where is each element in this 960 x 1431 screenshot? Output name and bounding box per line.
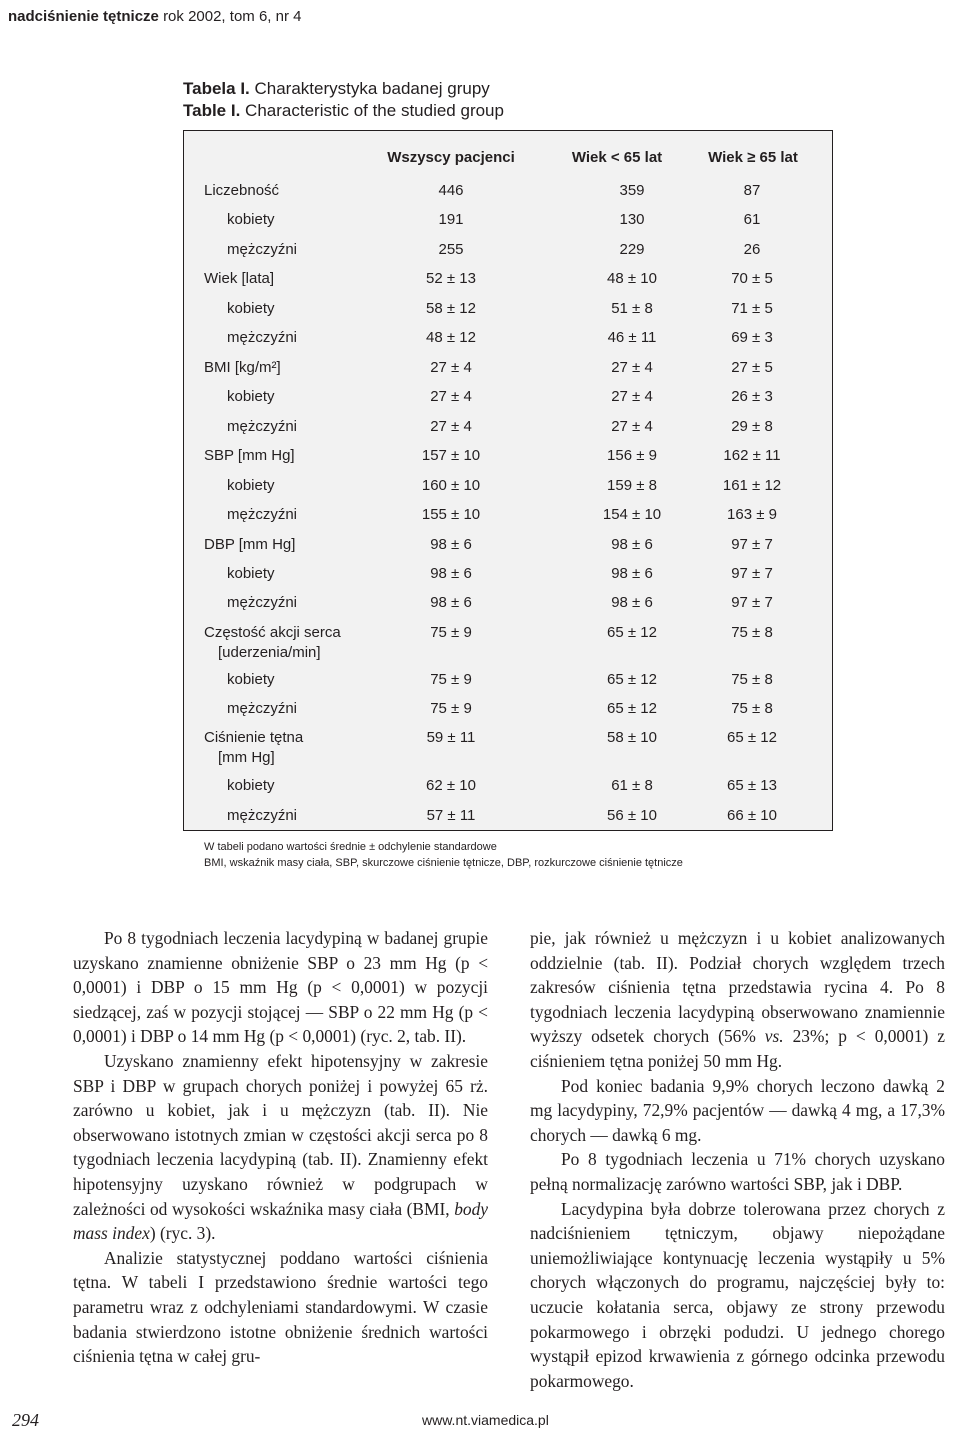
- table-cell: 98 ± 6: [611, 565, 653, 582]
- table-cell: 27 ± 4: [611, 418, 653, 435]
- table-cell: 62 ± 10: [426, 777, 476, 794]
- table-cell: 65 ± 12: [607, 671, 657, 688]
- table-cell: 130: [619, 211, 645, 228]
- table-cell: 65 ± 12: [727, 729, 777, 746]
- caption-english: Table I. Characteristic of the studied group: [183, 101, 504, 120]
- table-cell: 75 ± 8: [731, 700, 773, 717]
- table-cell: 29 ± 8: [731, 418, 773, 435]
- row-label: mężczyźni: [227, 329, 298, 346]
- row-label: kobiety: [227, 388, 275, 405]
- table-cell: 97 ± 7: [731, 536, 773, 553]
- table-cell: 57 ± 11: [426, 807, 476, 824]
- footer-url[interactable]: www.nt.viamedica.pl: [422, 1412, 549, 1428]
- table-cell: 27 ± 5: [731, 359, 773, 376]
- table-cell: 160 ± 10: [421, 477, 481, 494]
- header-65-plus: Wiek ≥ 65 lat: [708, 149, 798, 166]
- journal-issue: rok 2002, tom 6, nr 4: [163, 8, 302, 25]
- table-cell: 98 ± 6: [430, 565, 472, 582]
- row-label: mężczyźni: [227, 807, 298, 824]
- table-cell: 359: [619, 182, 645, 199]
- table-cell: 48 ± 10: [607, 270, 657, 287]
- table-cell: 46 ± 11: [607, 329, 657, 346]
- row-label: Częstość akcji serca [uderzenia/min]: [204, 624, 341, 661]
- paragraph: Lacydypina była dobrze tolerowana przez chorych z nadciśnieniem tętniczym, objawy niepożądane uniemożliwiające kontynuację leczenia wystąpiły u 5% chorych włączonych do programu, najczęściej były to: uczucie kołatania serca, objawy ze strony przewodu pokarmowego i obrzęki podudzi. U jednego chorego wystąpił epizod krwawienia z górnego odcinka przewodu pokarmowego.: [530, 1198, 945, 1391]
- table-cell: 48 ± 12: [426, 329, 476, 346]
- table-cell: 75 ± 9: [430, 624, 472, 641]
- table-cell: 87: [743, 182, 761, 199]
- row-label: kobiety: [227, 671, 275, 688]
- table-cell: 161 ± 12: [722, 477, 782, 494]
- table-cell: 52 ± 13: [426, 270, 476, 287]
- table-cell: 97 ± 7: [731, 565, 773, 582]
- table-cell: 159 ± 8: [607, 477, 657, 494]
- paragraph: Po 8 tygodniach leczenia lacydypiną w badanej grupie uzyskano znamienne obniżenie SBP o 23 mm Hg (p < 0,0001) i DBP o 15 mm Hg (p < 0,0001) w pozycji siedzącej, zaś w pozycji stojącej — SBP o 22 mm Hg (p < 0,0001) i DBP o 14 mm Hg (p < 0,0001) (ryc. 2, tab. II).: [73, 928, 488, 1047]
- table-cell: 27 ± 4: [430, 359, 472, 376]
- table-cell: 162 ± 11: [723, 447, 781, 464]
- table-cell: 75 ± 9: [430, 671, 472, 688]
- table-cell: 56 ± 10: [607, 807, 657, 824]
- paragraph: Po 8 tygodniach leczenia u 71% chorych uzyskano pełną normalizację zarówno wartości SBP, jak i DBP.: [530, 1149, 945, 1194]
- row-label: Wiek [lata]: [204, 270, 275, 287]
- table-cell: 58 ± 12: [426, 300, 476, 317]
- table-cell: 27 ± 4: [611, 388, 653, 405]
- table-cell: 66 ± 10: [727, 807, 777, 824]
- table-cell: 65 ± 12: [607, 624, 657, 641]
- row-label: mężczyźni: [227, 594, 298, 611]
- row-label: Liczebność: [204, 182, 280, 199]
- table-cell: 98 ± 6: [611, 594, 653, 611]
- paragraph: pie, jak również u mężczyzn i u kobiet analizowanych oddzielnie (tab. II). Podział chorych względem trzech zakresów ciśnienia tętna przedstawia rycina 4. Po 8 tygodniach leczenia lacydypiną obserwowano znamiennie wyższy odsetek chorych (56% vs. 23%; p < 0,0001) z ciśnieniem tętna poniżej 50 mm Hg.: [530, 928, 945, 1071]
- table-cell: 229: [619, 241, 645, 258]
- row-label: kobiety: [227, 777, 275, 794]
- row-label: kobiety: [227, 565, 275, 582]
- row-label: mężczyźni: [227, 506, 298, 523]
- table-cell: 75 ± 8: [731, 624, 773, 641]
- table-caption: [183, 78, 504, 122]
- caption-polish: Tabela I. Charakterystyka badanej grupy: [183, 79, 490, 98]
- paragraph: Pod koniec badania 9,9% chorych leczono dawką 2 mg lacydypiny, 72,9% pacjentów — dawką 4 mg, a 17,3% chorych — dawką 6 mg.: [530, 1075, 945, 1145]
- table-cell: 26 ± 3: [731, 388, 773, 405]
- table-footnotes: [204, 839, 683, 871]
- table-cell: 98 ± 6: [430, 536, 472, 553]
- table-cell: 97 ± 7: [731, 594, 773, 611]
- row-label: Ciśnienie tętna [mm Hg]: [204, 729, 304, 766]
- table-cell: 191: [438, 211, 464, 228]
- row-label: kobiety: [227, 300, 275, 317]
- table-cell: 59 ± 11: [426, 729, 476, 746]
- table-cell: 65 ± 12: [607, 700, 657, 717]
- table-cell: 58 ± 10: [607, 729, 657, 746]
- row-label: mężczyźni: [227, 700, 298, 717]
- table-cell: 27 ± 4: [611, 359, 653, 376]
- body-column-right: [530, 926, 945, 1393]
- table-cell: 446: [438, 182, 464, 199]
- table-cell: 154 ± 10: [602, 506, 662, 523]
- table-cell: 155 ± 10: [421, 506, 481, 523]
- row-label: SBP [mm Hg]: [204, 447, 295, 464]
- row-label: mężczyźni: [227, 418, 298, 435]
- row-label: kobiety: [227, 477, 275, 494]
- table-cell: 98 ± 6: [430, 594, 472, 611]
- row-label: kobiety: [227, 211, 275, 228]
- table-cell: 65 ± 13: [727, 777, 777, 794]
- header-all-patients: Wszyscy pacjenci: [387, 149, 515, 166]
- table-cell: 26: [743, 241, 761, 258]
- table-cell: 71 ± 5: [731, 300, 773, 317]
- table-cell: 163 ± 9: [727, 506, 777, 523]
- row-label: DBP [mm Hg]: [204, 536, 296, 553]
- table-cell: 27 ± 4: [430, 418, 472, 435]
- table-cell: 157 ± 10: [421, 447, 481, 464]
- table-cell: 98 ± 6: [611, 536, 653, 553]
- header-under-65: Wiek < 65 lat: [571, 149, 663, 166]
- page-number: 294: [12, 1410, 39, 1430]
- table-cell: 75 ± 9: [430, 700, 472, 717]
- table-cell: 51 ± 8: [611, 300, 653, 317]
- footnote: W tabeli podano wartości średnie ± odchylenie standardowe: [204, 841, 497, 853]
- table-cell: 61 ± 8: [611, 777, 653, 794]
- footnote: BMI, wskaźnik masy ciała, SBP, skurczowe ciśnienie tętnicze, DBP, rozkurczowe ciśnienie tętnicze: [204, 857, 683, 869]
- table-cell: 255: [438, 241, 464, 258]
- running-head: [8, 8, 301, 25]
- table-cell: 75 ± 8: [731, 671, 773, 688]
- table-cell: 69 ± 3: [731, 329, 773, 346]
- body-column-left: [73, 926, 488, 1369]
- journal-title: nadciśnienie tętnicze: [8, 8, 159, 25]
- paragraph: Uzyskano znamienny efekt hipotensyjny w zakresie SBP i DBP w grupach chorych poniżej i powyżej 65 rż. zarówno u kobiet, jak i u mężczyzn (tab. II). Nie obserwowano istotnych zmian w częstości akcji serca po 8 tygodniach leczenia lacydypiną (tab. II). Znamienny efekt hipotensyjny uzyskano również w podgrupach w zależności od wysokości wskaźnika masy ciała (BMI, body mass index) (ryc. 3).: [73, 1050, 488, 1244]
- table-cell: 61: [743, 211, 761, 228]
- paragraph: Analizie statystycznej poddano wartości ciśnienia tętna. W tabeli I przedstawiono średnie wartości tego parametru wraz z odchyleniami standardowymi. W czasie badania stwierdzono istotne obniżenie średnich wartości ciśnienia tętna w całej gru-: [73, 1247, 488, 1367]
- table-cell: 156 ± 9: [607, 447, 657, 464]
- row-label: mężczyźni: [227, 241, 298, 258]
- row-label: BMI [kg/m²]: [204, 359, 281, 376]
- table-cell: 70 ± 5: [731, 270, 773, 287]
- table-cell: 27 ± 4: [430, 388, 472, 405]
